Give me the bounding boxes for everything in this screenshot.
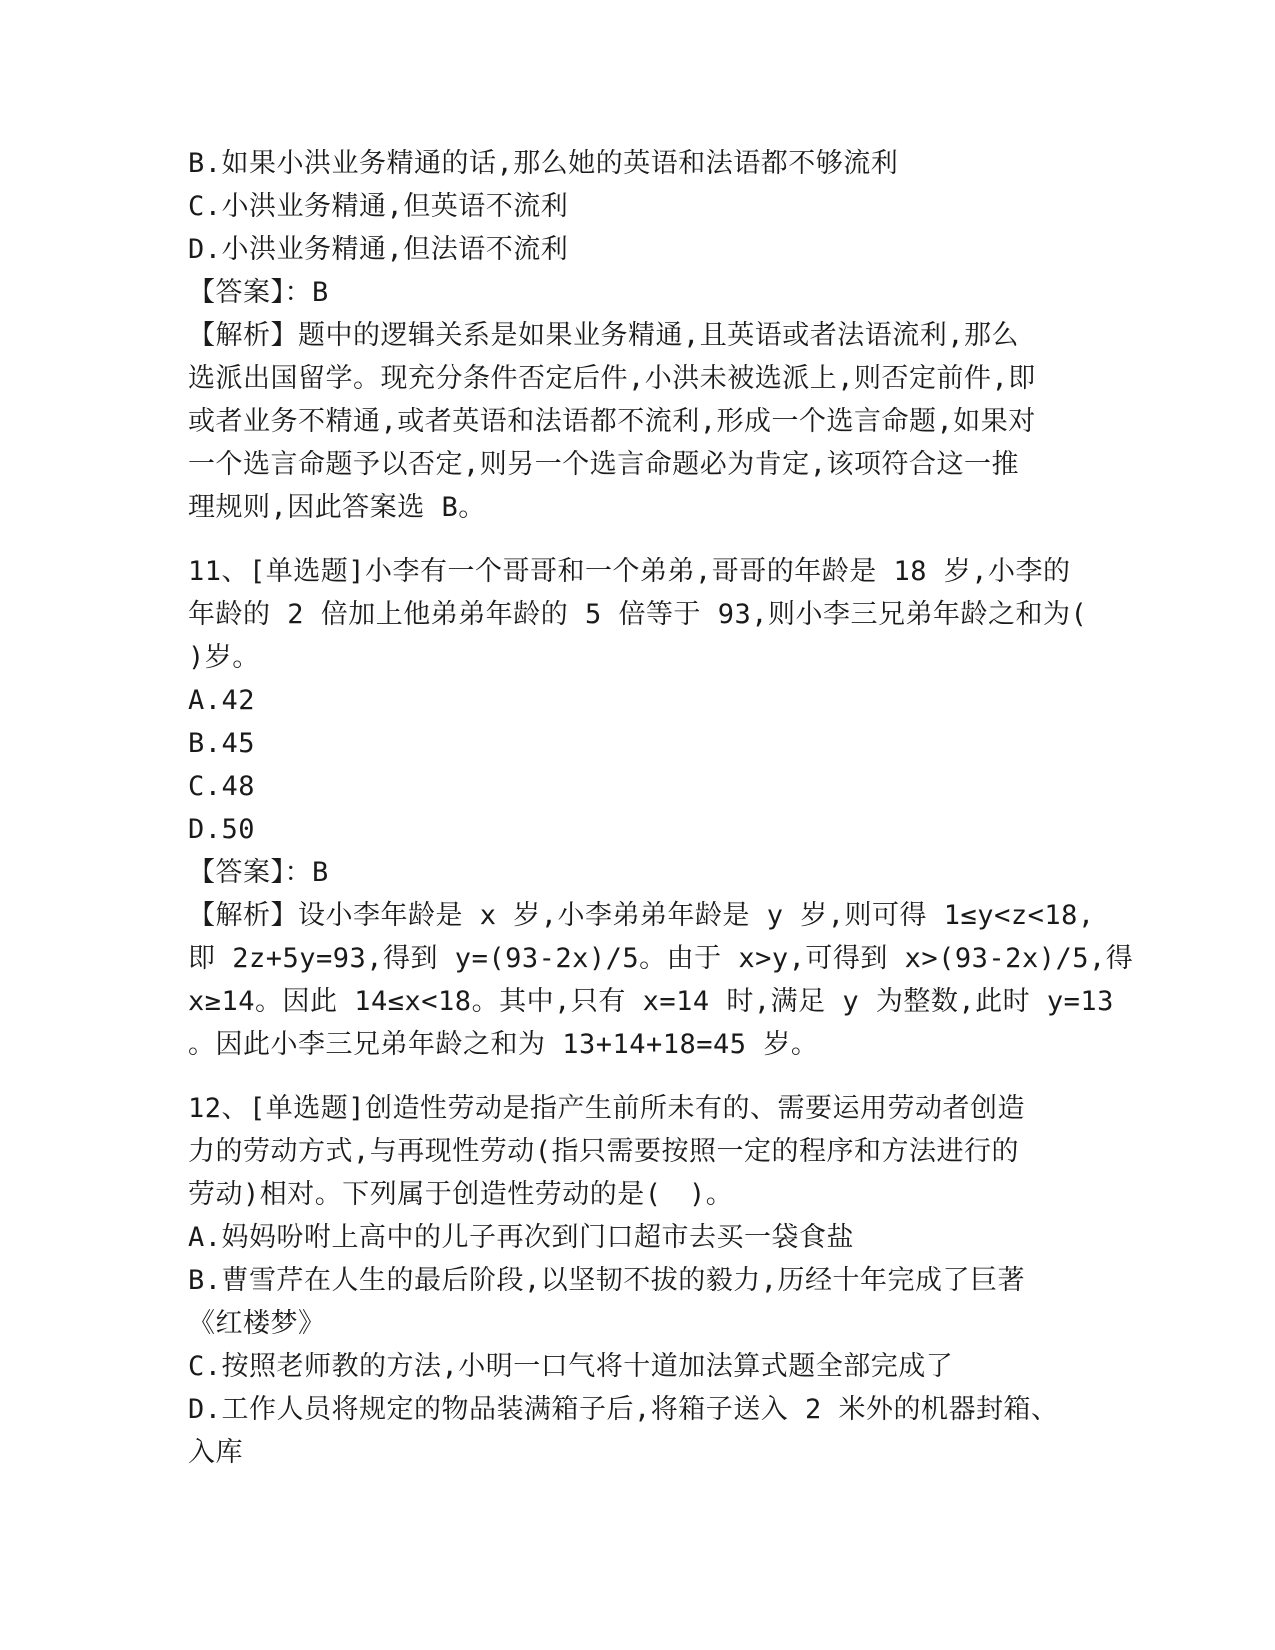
question-12 — [188, 1087, 1075, 1474]
question-10-continuation — [188, 142, 1075, 529]
question-text-line: 11、[单选题]小李有一个哥哥和一个弟弟,哥哥的年龄是 18 岁,小李的 — [188, 556, 1071, 587]
analysis-line: 【解析】设小李年龄是 x 岁,小李弟弟年龄是 y 岁,则可得 1≤y<z<18, — [188, 900, 1095, 931]
analysis-line: 选派出国留学。现充分条件否定后件,小洪未被选派上,则否定前件,即 — [188, 363, 1036, 394]
spacer — [188, 529, 1075, 550]
spacer — [188, 1066, 1075, 1087]
option-c: C.按照老师教的方法,小明一口气将十道加法算式题全部完成了 — [188, 1351, 954, 1382]
answer-line: 【答案】：B — [188, 857, 329, 888]
analysis-line: 。因此小李三兄弟年龄之和为 13+14+18=45 岁。 — [188, 1029, 819, 1060]
question-text-line: )岁。 — [188, 642, 260, 673]
question-text-line: 劳动)相对。下列属于创造性劳动的是( )。 — [188, 1179, 734, 1210]
option-b: B.如果小洪业务精通的话,那么她的英语和法语都不够流利 — [188, 148, 899, 179]
option-c: C.48 — [188, 771, 256, 802]
option-a: A.妈妈吩咐上高中的儿子再次到门口超市去买一袋食盐 — [188, 1222, 855, 1253]
option-b-continuation: 《红楼梦》 — [188, 1308, 326, 1339]
analysis-line: 即 2z+5y=93,得到 y=(93-2x)/5。由于 x>y,可得到 x>(93-2x)/5,得 — [188, 943, 1134, 974]
option-d-continuation: 入库 — [188, 1437, 243, 1468]
analysis-line: 理规则,因此答案选 B。 — [188, 492, 486, 523]
option-d: D.小洪业务精通,但法语不流利 — [188, 234, 569, 265]
option-b: B.45 — [188, 728, 256, 759]
question-11 — [188, 550, 1134, 1066]
option-d: D.工作人员将规定的物品装满箱子后,将箱子送入 2 米外的机器封箱、 — [188, 1394, 1059, 1425]
analysis-block — [188, 314, 1075, 529]
option-c: C.小洪业务精通,但英语不流利 — [188, 191, 569, 222]
analysis-line: 【解析】题中的逻辑关系是如果业务精通,且英语或者法语流利,那么 — [188, 320, 1020, 351]
analysis-line: 一个选言命题予以否定,则另一个选言命题必为肯定,该项符合这一推 — [188, 449, 1020, 480]
analysis-line: x≥14。因此 14≤x<18。其中,只有 x=14 时,满足 y 为整数,此时 y=13 — [188, 986, 1114, 1017]
question-text-line: 年龄的 2 倍加上他弟弟年龄的 5 倍等于 93,则小李三兄弟年龄之和为( — [188, 599, 1088, 630]
answer-line: 【答案】：B — [188, 277, 329, 308]
question-text-line: 12、[单选题]创造性劳动是指产生前所未有的、需要运用劳动者创造 — [188, 1093, 1026, 1124]
option-a: A.42 — [188, 685, 256, 716]
question-text-line: 力的劳动方式,与再现性劳动(指只需要按照一定的程序和方法进行的 — [188, 1136, 1020, 1167]
analysis-line: 或者业务不精通,或者英语和法语都不流利,形成一个选言命题,如果对 — [188, 406, 1036, 437]
analysis-block — [188, 894, 1134, 1066]
option-b: B.曹雪芹在人生的最后阶段,以坚韧不拔的毅力,历经十年完成了巨著 — [188, 1265, 1026, 1296]
option-d: D.50 — [188, 814, 256, 845]
